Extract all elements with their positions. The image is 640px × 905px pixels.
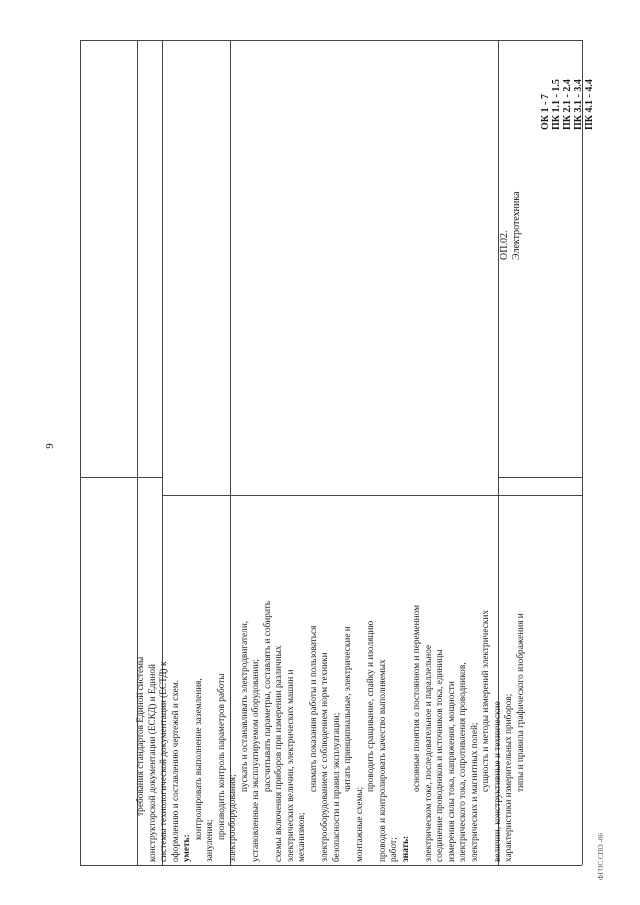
znat-line: измерения силы тока, напряжения, мощности <box>446 681 457 862</box>
table-right-border <box>582 40 583 865</box>
znat-line: характеристики измерительных приборов; <box>504 693 514 862</box>
competency-code: ОК 1 - 7 <box>540 94 551 130</box>
table-left-border <box>80 40 81 865</box>
competency-code: ПК 4.1 - 4.4 <box>584 79 595 130</box>
table-bottom-border <box>80 865 582 866</box>
umet-line: пускать и останавливать электродвигатели, <box>239 620 250 792</box>
umet-line: безопасности и правил эксплуатации; <box>331 712 342 862</box>
discipline-code: ОП.02. <box>499 230 510 260</box>
table-top-border <box>80 40 582 41</box>
znat-line: сущность и методы измерений электрических <box>481 610 491 792</box>
competency-code: ПК 2.1 - 2.4 <box>562 79 573 130</box>
znat-line: соединение проводников и источников тока, единицы <box>435 649 445 862</box>
page-number: 9 <box>44 443 56 449</box>
umet-line: проводов и контролировать качество выполняемых <box>377 659 388 862</box>
znat-line: типы и правила графического изображения и <box>515 613 526 792</box>
znat-line: основные понятия о постоянном и переменном <box>412 605 422 792</box>
umet-line: проводить сращивание, спайку и изоляцию <box>366 620 376 792</box>
row-line <box>137 477 162 478</box>
competency-code: ПК 3.1 - 3.4 <box>573 79 584 130</box>
umet-line: электрооборудования; <box>228 774 238 862</box>
umet-line: читать принципиальные, электрические и <box>343 626 353 792</box>
umet-line: снимать показания работы и пользоваться <box>308 625 319 792</box>
znat-line: величин, конструктивные и технические <box>492 701 503 862</box>
discipline-name: Электротехника <box>510 191 522 260</box>
umet-line: механизмов; <box>297 812 307 862</box>
intro-line: требования стандартов Единой системы <box>136 656 146 816</box>
umet-line: электрооборудованием с соблюдением норм техники <box>320 652 330 862</box>
umet-line: монтажные схемы; <box>354 786 365 862</box>
competencies-cell <box>540 40 600 130</box>
intro-line: конструкторской документации (ЕСКД) и Единой <box>147 664 158 862</box>
competency-code: ПК 1.1 - 1.5 <box>551 79 562 130</box>
row-line <box>498 477 582 478</box>
umet-heading: уметь: <box>182 834 192 862</box>
znat-line: электрического тока, сопротивления проводников, <box>458 662 468 862</box>
intro-line: системы технологической документации (ЕСТД) к <box>159 661 169 862</box>
footer-stamp: ФГОС СПО -06 <box>597 833 605 880</box>
row-line <box>80 477 137 478</box>
discipline-cell <box>499 140 529 260</box>
umet-line: зануления; <box>205 819 215 862</box>
znat-heading: знать: <box>400 835 411 862</box>
znat-line: электрическом токе, последовательное и параллельное <box>423 644 434 862</box>
umet-line: установленные на эксплуатируемом оборудовании; <box>251 659 261 862</box>
umet-line: контролировать выполнение заземления, <box>193 678 204 840</box>
skills-knowledge-cell <box>136 482 526 862</box>
umet-line: производить контроль параметров работы <box>216 673 227 840</box>
umet-line: работ; <box>389 837 399 862</box>
umet-line: рассчитывать параметры, составлять и собирать <box>262 600 273 792</box>
znat-line: электрических и магнитных полей; <box>469 722 480 862</box>
intro-line: оформлению и составлению чертежей и схем. <box>170 680 181 862</box>
umet-line: электрических величин, электрических машин и <box>285 669 296 862</box>
umet-line: схемы включения приборов при измерении различных <box>274 645 284 862</box>
